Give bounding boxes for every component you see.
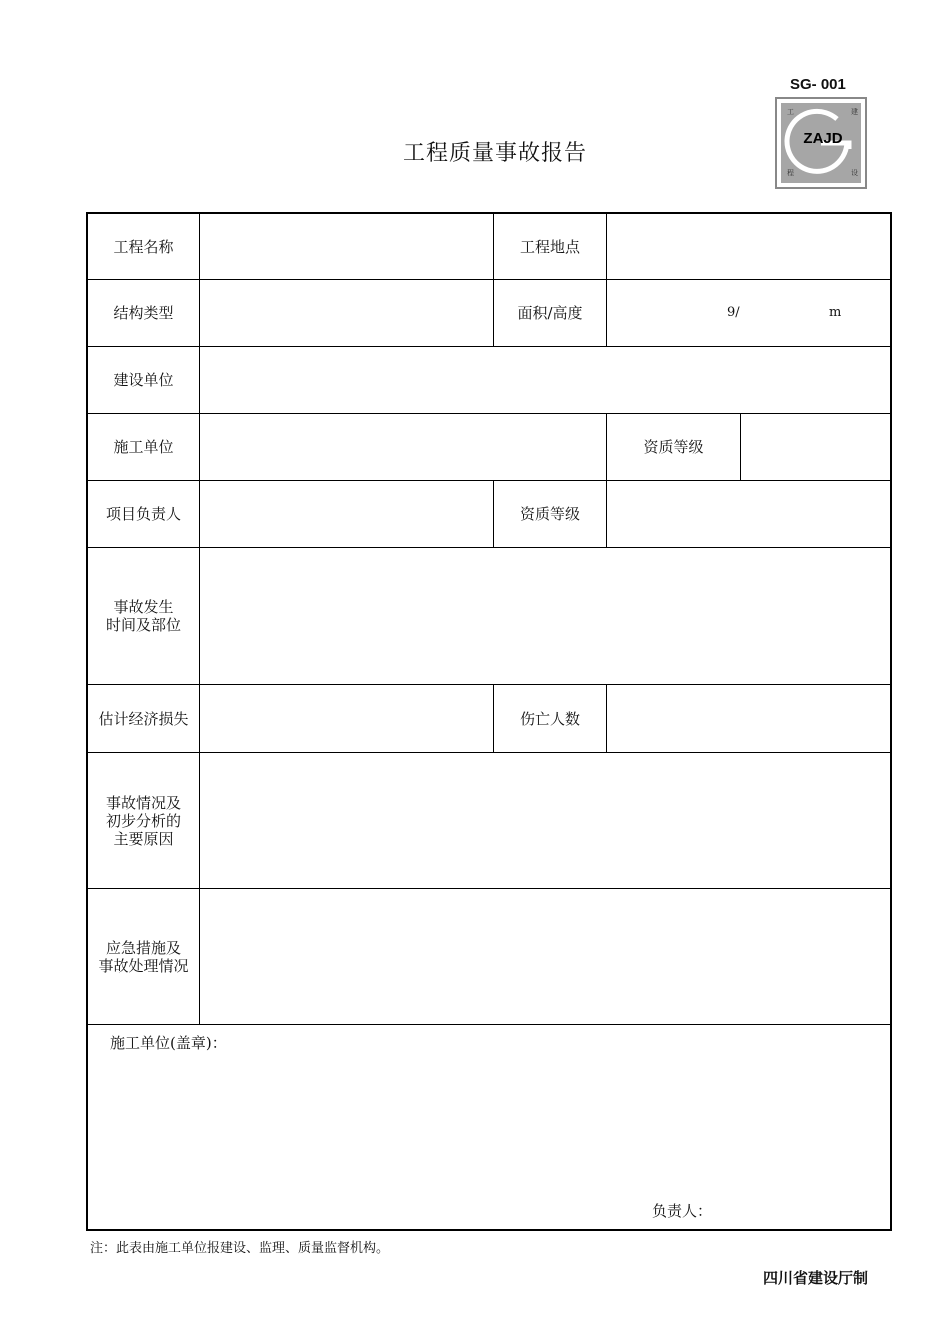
page-title-text: 工程质量事故报告 <box>402 141 587 166</box>
economic-loss-field[interactable] <box>200 685 493 752</box>
logo-text: ZAJD <box>803 130 843 147</box>
label-line: 初步分析的 <box>105 811 181 830</box>
accident-analysis-label <box>88 753 199 888</box>
area-unit: 9/ <box>727 305 740 320</box>
contractor-label: 施工单位 <box>113 438 174 456</box>
owner-unit-label: 建设单位 <box>113 371 174 389</box>
casualties-field[interactable] <box>607 685 890 752</box>
project-location-field[interactable] <box>607 214 890 279</box>
emergency-measures-label <box>88 889 199 1024</box>
responsible-person-label: 负责人： <box>652 1202 713 1220</box>
project-name-field[interactable] <box>200 214 493 279</box>
project-manager-field[interactable] <box>200 481 493 547</box>
contractor-qualification-field[interactable] <box>741 414 890 480</box>
form-code: SG- 001 <box>790 76 846 93</box>
footnote: 注：此表由施工单位报建设、监理、质量监督机构。 <box>90 1241 390 1256</box>
area-height-label: 面积/高度 <box>517 304 583 322</box>
issuer: 四川省建设厅制 <box>763 1269 869 1287</box>
label-line: 事故处理情况 <box>98 956 189 975</box>
svg-text:设: 设 <box>851 169 858 177</box>
label-line: 事故发生 <box>113 598 174 616</box>
accident-time-location-label <box>88 548 199 684</box>
casualties-label: 伤亡人数 <box>519 709 580 728</box>
economic-loss-label: 估计经济损失 <box>98 709 189 728</box>
owner-unit-field[interactable] <box>200 347 890 413</box>
manager-qualification-label: 资质等级 <box>519 505 580 523</box>
svg-text:建: 建 <box>851 108 858 116</box>
label-line: 时间及部位 <box>105 616 181 634</box>
svg-text:工: 工 <box>787 108 794 116</box>
label-line: 事故情况及 <box>105 793 181 812</box>
manager-qualification-field[interactable] <box>607 481 890 547</box>
contractor-field[interactable] <box>200 414 606 480</box>
contractor-seal-label: 施工单位(盖章)： <box>110 1034 227 1052</box>
structure-type-label: 结构类型 <box>113 304 174 322</box>
accident-time-location-field[interactable] <box>200 548 890 684</box>
accident-analysis-field[interactable] <box>200 753 890 888</box>
label-line: 主要原因 <box>113 829 174 848</box>
project-location-label: 工程地点 <box>519 237 580 256</box>
label-line: 应急措施及 <box>105 938 181 957</box>
structure-type-field[interactable] <box>200 280 493 346</box>
svg-text:程: 程 <box>787 169 794 177</box>
height-unit: m <box>829 305 842 320</box>
project-manager-label: 项目负责人 <box>105 505 181 523</box>
contractor-qualification-label: 资质等级 <box>643 438 704 456</box>
project-name-label: 工程名称 <box>113 237 174 256</box>
emergency-measures-field[interactable] <box>200 889 890 1024</box>
page-title <box>0 136 950 167</box>
report-form <box>86 212 892 1231</box>
area-height-field[interactable] <box>607 280 890 346</box>
